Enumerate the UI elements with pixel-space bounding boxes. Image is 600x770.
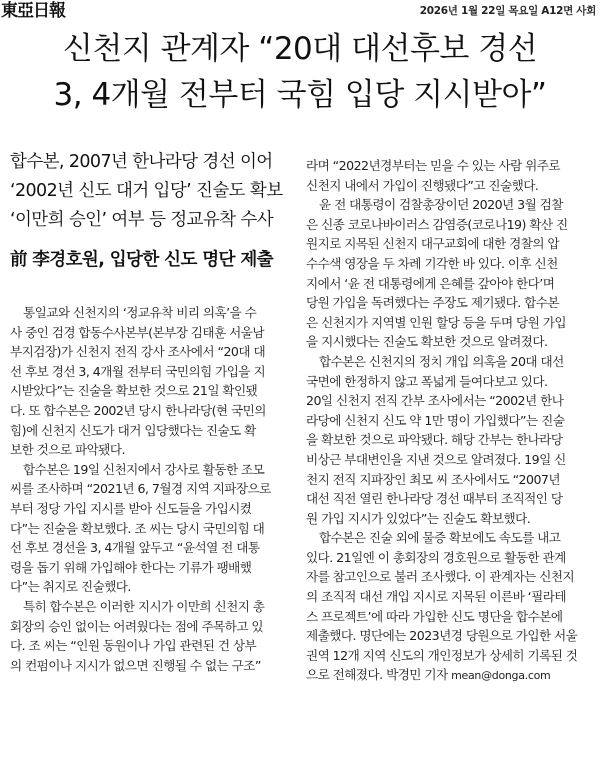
- text-line: 특히 합수본은 이러한 지시가 이만희 신천지 총: [23, 598, 265, 614]
- text-line: 제출했다. 명단에는 2023년경 당원으로 가입한 서울: [306, 628, 578, 644]
- text-line: 의 조직적 대선 개입 지시로 지목된 이른바 ‘필라테: [306, 589, 566, 605]
- article-body-left: [10, 303, 296, 675]
- text-line: 합수본은 진술 외에 물증 확보에도 속도를 내고: [319, 530, 561, 546]
- text-line: 시받았다”는 진술을 확보한 것으로 21일 확인됐: [10, 383, 258, 399]
- text-line: 20일 신천지 전직 간부 조사에서는 “2002년 한나: [306, 393, 564, 409]
- subhead-line: 합수본, 2007년 한나라당 경선 이어: [10, 152, 273, 172]
- text-line: 은 신종 코로나바이러스 감염증(코로나19) 확산 진: [306, 216, 568, 232]
- text-line: 합수본은 신천지의 정치 개입 의혹을 20대 대선: [319, 353, 564, 369]
- text-line: 라당에 신천지 신도 약 1만 명이 가입했다”는 진술: [306, 412, 565, 428]
- text-line: 을 확보한 것으로 파악됐다. 해당 간부는 한나라당: [306, 432, 563, 448]
- closing-text: 으로 전해졌다.: [306, 667, 383, 683]
- text-line: 국면에 한정하지 않고 폭넓게 들여다보고 있다.: [306, 373, 548, 389]
- headline: [0, 26, 600, 118]
- text-line: 신천지 내에서 가입이 진행됐다”고 진술했다.: [306, 177, 539, 193]
- masthead: [0, 0, 600, 24]
- text-line: 령을 돕기 위해 가입해야 한다는 기류가 팽배했: [10, 559, 252, 575]
- subhead-line: ‘2002년 신도 대거 입당’ 진술도 확보: [10, 181, 283, 201]
- dateline: 2026년 1월 22일 목요일 A12면 사회: [419, 5, 596, 17]
- text-line: 스 프로젝트’에 따라 가입한 신도 명단을 합수본에: [306, 608, 563, 624]
- right-column: [306, 156, 594, 686]
- left-column: [10, 148, 296, 675]
- text-line: 자를 참고인으로 불러 조사했다. 이 관계자는 신천지: [306, 569, 575, 585]
- text-line: 천지 전직 지파장인 최모 씨 조사에서도 “2007년: [306, 471, 561, 487]
- text-line: 은 신천지가 지역별 인원 할당 등을 두며 당원 가입: [306, 314, 566, 330]
- headline-line-1: 신천지 관계자 “20대 대선후보 경선: [62, 31, 538, 67]
- text-line: 합수본은 19일 신천지에서 강사로 활동한 조모: [23, 461, 265, 477]
- byline-row: [306, 665, 594, 686]
- text-line: 수수색 영장을 두 차례 기각한 바 있다. 이후 신천: [306, 255, 558, 271]
- text-line: 대선 직전 열린 한나라당 경선 때부터 조직적인 당: [306, 491, 563, 507]
- text-line: 권역 12개 지역 신도의 개인정보가 상세히 기록된 것: [306, 647, 578, 663]
- text-line: 다”는 진술을 확보했다. 조 씨는 당시 국민의힘 대: [10, 520, 265, 536]
- reporter-email[interactable]: mean@donga.com: [451, 669, 551, 683]
- text-line: 다. 또 합수본은 2002년 당시 한나라당(현 국민의: [10, 402, 266, 418]
- text-line: 원지로 지목된 신천지 대구교회에 대한 경찰의 압: [306, 236, 560, 252]
- text-line: 선 후보 경선을 3, 4개월 앞두고 “윤석열 전 대통: [10, 540, 260, 556]
- text-line: 원 가입 지시가 있었다”는 진술도 확보했다.: [306, 510, 531, 526]
- byline: [306, 665, 594, 686]
- text-line: 다. 조 씨는 “인원 동원이나 가입 관련된 건 상부: [10, 638, 257, 654]
- text-line: 힘)에 신천지 신도가 대거 입당했다는 진술도 확: [10, 422, 256, 438]
- text-line: 회장의 승인 없이는 어려웠다는 점에 주목하고 있: [10, 618, 264, 634]
- text-line: 보한 것으로 파악됐다.: [10, 442, 125, 458]
- text-line: 의 컨펌이나 지시가 없으면 진행될 수 없는 구조”: [10, 657, 261, 673]
- article-body-right: [306, 156, 594, 665]
- text-line: 비상근 부대변인을 지낸 것으로 알려졌다. 19일 신: [306, 451, 566, 467]
- text-line: 부터 정당 가입 지시를 받아 신도들을 가입시켰: [10, 500, 252, 516]
- text-line: 부지검장)가 신천지 전직 강사 조사에서 “20대 대: [10, 344, 266, 360]
- text-line: 당원 가입을 독려했다는 주장도 제기됐다. 합수본: [306, 295, 560, 311]
- headline-line-2: 3, 4개월 전부터 국힘 입당 지시받아”: [53, 77, 547, 113]
- text-line: 통일교와 신천지의 ‘정교유착 비리 의혹’을 수: [23, 305, 257, 320]
- subheads: [10, 148, 296, 235]
- text-line: 윤 전 대통령이 검찰총장이던 2020년 3월 검찰: [319, 197, 563, 213]
- subhead-line: ‘이만희 승인’ 여부 등 정교유착 수사: [10, 210, 274, 230]
- text-line: 라며 “2022년경부터는 믿을 수 있는 사람 위주로: [306, 158, 561, 173]
- text-line: 지에서 ‘윤 전 대통령에게 은혜를 갚아야 한다’며: [306, 275, 555, 291]
- newspaper-logo: 東亞日報: [1, 1, 65, 21]
- text-line: 씨를 조사하며 “2021년 6, 7월경 지역 지파장으로: [10, 481, 271, 497]
- text-line: 사 중인 검경 합동수사본부(본부장 김태훈 서울남: [10, 324, 264, 340]
- reporter-name: 박경민 기자: [386, 667, 448, 683]
- text-line: 을 지시했다는 진술도 확보한 것으로 알려졌다.: [306, 334, 548, 350]
- secondary-subhead: 前 李경호원, 입당한 신도 명단 제출: [10, 250, 273, 270]
- reporter-credit: [386, 667, 554, 682]
- text-line: 있다. 21일엔 이 총회장의 경호원으로 활동한 관계: [306, 549, 566, 565]
- text-line: 선 후보 경선 3, 4개월 전부터 국민의힘 가입을 지: [10, 363, 266, 379]
- text-line: 다”는 취지로 진술했다.: [10, 579, 131, 595]
